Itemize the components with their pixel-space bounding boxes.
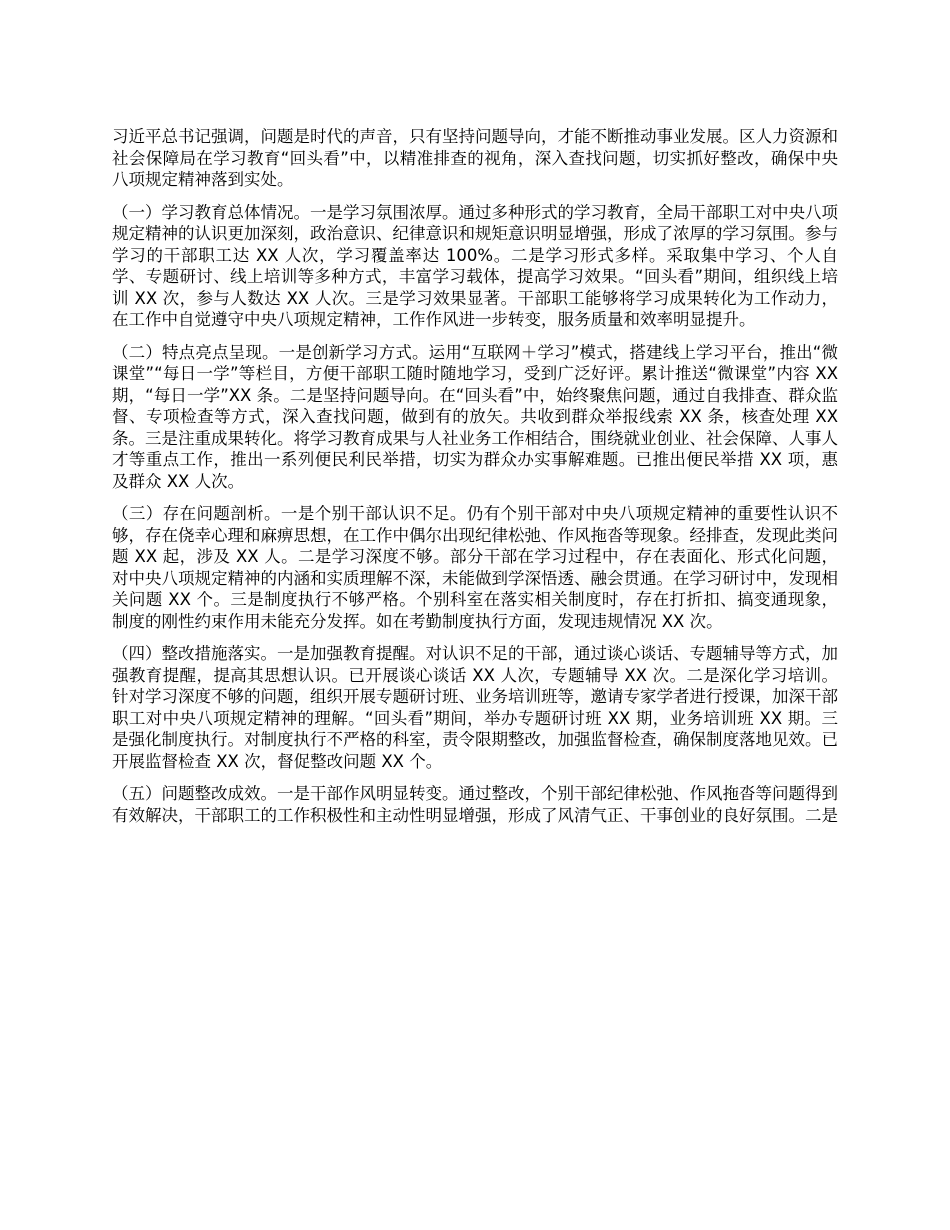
paragraph-section-2: （二）特点亮点呈现。一是创新学习方式。运用“互联网＋学习”模式，搭建线上学习平台，推出“微课堂”“每日一学”等栏目，方便干部职工随时随地学习，受到广泛好评。累计推送“微课堂”内容 XX 期，“每日一学”XX 条。二是坚持问题导向。在“回头看”中，始终聚焦问题，通过自我排查、群众监督、专项检查等方式，深入查找问题，做到有的放矢。共收到群众举报线索 XX 条，核查处理 XX 条。三是注重成果转化。将学习教育成果与人社业务工作相结合，围绕就业创业、社会保障、人事人才等重点工作，推出一系列便民利民举措，切实为群众办实事解难题。已推出便民举措 XX 项，惠及群众 XX 人次。 [112, 342, 838, 491]
paragraph-intro: 习近平总书记强调，问题是时代的声音，只有坚持问题导向，才能不断推动事业发展。区人力资源和社会保障局在学习教育“回头看”中，以精准排查的视角，深入查找问题，切实抓好整改，确保中央八项规定精神落到实处。 [112, 127, 838, 189]
paragraph-section-1: （一）学习教育总体情况。一是学习氛围浓厚。通过多种形式的学习教育，全局干部职工对中央八项规定精神的认识更加深刻，政治意识、纪律意识和规矩意识明显增强，形成了浓厚的学习氛围。参与学习的干部职工达 XX 人次，学习覆盖率达 100%。二是学习形式多样。采取集中学习、个人自学、专题研讨、线上培训等多种方式，丰富学习载体，提高学习效果。“回头看”期间，组织线上培训 XX 次，参与人数达 XX 人次。三是学习效果显著。干部职工能够将学习成果转化为工作动力，在工作中自觉遵守中央八项规定精神，工作作风进一步转变，服务质量和效率明显提升。 [112, 202, 838, 329]
paragraph-section-4: （四）整改措施落实。一是加强教育提醒。对认识不足的干部，通过谈心谈话、专题辅导等方式，加强教育提醒，提高其思想认识。已开展谈心谈话 XX 人次，专题辅导 XX 次。二是深化学习培训。针对学习深度不够的问题，组织开展专题研讨班、业务培训班等，邀请专家学者进行授课，加深干部职工对中央八项规定精神的理解。“回头看”期间，举办专题研讨班 XX 期，业务培训班 XX 期。三是强化制度执行。对制度执行不严格的科室，责令限期整改，加强监督检查，确保制度落地见效。已开展监督检查 XX 次，督促整改问题 XX 个。 [112, 644, 838, 771]
paragraph-section-5: （五）问题整改成效。一是干部作风明显转变。通过整改，个别干部纪律松弛、作风拖沓等问题得到有效解决，干部职工的工作积极性和主动性明显增强，形成了风清气正、干事创业的良好氛围。二是 [112, 784, 838, 825]
paragraph-section-3: （三）存在问题剖析。一是个别干部认识不足。仍有个别干部对中央八项规定精神的重要性认识不够，存在侥幸心理和麻痹思想，在工作中偶尔出现纪律松弛、作风拖沓等现象。经排查，发现此类问题 XX 起，涉及 XX 人。二是学习深度不够。部分干部在学习过程中，存在表面化、形式化问题，对中央八项规定精神的内涵和实质理解不深，未能做到学深悟透、融会贯通。在学习研讨中，发现相关问题 XX 个。三是制度执行不够严格。个别科室在落实相关制度时，存在打折扣、搞变通现象，制度的刚性约束作用未能充分发挥。如在考勤制度执行方面，发现违规情况 XX 次。 [112, 504, 838, 631]
document-body [112, 126, 838, 837]
